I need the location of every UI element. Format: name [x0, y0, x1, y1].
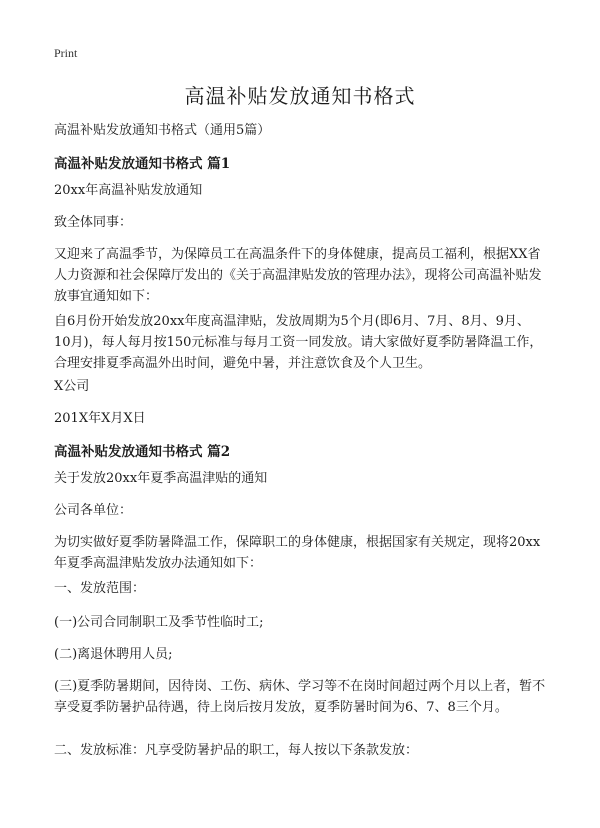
- list-item: (二)离退休聘用人员;: [54, 647, 173, 662]
- salutation: 致全体同事：: [54, 215, 133, 230]
- list-heading: 一、发放范围：: [54, 581, 146, 596]
- signature-date: 201X年X月X日: [54, 411, 146, 426]
- print-label[interactable]: Print: [54, 46, 78, 60]
- signature-company: X公司: [54, 379, 90, 394]
- list-heading: 二、发放标准：凡享受防暑护品的职工，每人按以下条款发放：: [54, 743, 419, 758]
- document-subtitle: 高温补贴发放通知书格式（通用5篇）: [54, 123, 271, 138]
- section-heading: 高温补贴发放通知书格式 篇2: [54, 444, 231, 460]
- section-heading: 高温补贴发放通知书格式 篇1: [54, 156, 231, 172]
- paragraph: 为切实做好夏季防暑降温工作，保障职工的身体健康，根据国家有关规定，现将20xx年夏季高温津贴发放办法通知如下：: [54, 535, 541, 571]
- document-title: 高温补贴发放通知书格式: [184, 84, 416, 108]
- paragraph: 自6月份开始发放20xx年度高温津贴，发放周期为5个月(即6月、7月、8月、9月、10月)，每人每月按150元标准与每月工资一同发放。请大家做好夏季防暑降温工作，合理安排夏季高温外出时间，避免中暑，并注意饮食及个人卫生。: [54, 314, 543, 371]
- notice-title: 20xx年高温补贴发放通知: [54, 183, 203, 198]
- list-item: (三)夏季防暑期间，因待岗、工伤、病休、学习等不在岗时间超过两个月以上者，暂不享受夏季防暑护品待遇，待上岗后按月发放，夏季防暑时间为6、7、8三个月。: [54, 679, 546, 715]
- notice-title: 关于发放20xx年夏季高温津贴的通知: [54, 471, 268, 486]
- salutation: 公司各单位：: [54, 503, 133, 518]
- paragraph: 又迎来了高温季节，为保障员工在高温条件下的身体健康，提高员工福利，根据XX省人力资源和社会保障厅发出的《关于高温津贴发放的管理办法》，现将公司高温补贴发放事宜通知如下：: [54, 247, 542, 304]
- list-item: (一)公司合同制职工及季节性临时工;: [54, 615, 264, 630]
